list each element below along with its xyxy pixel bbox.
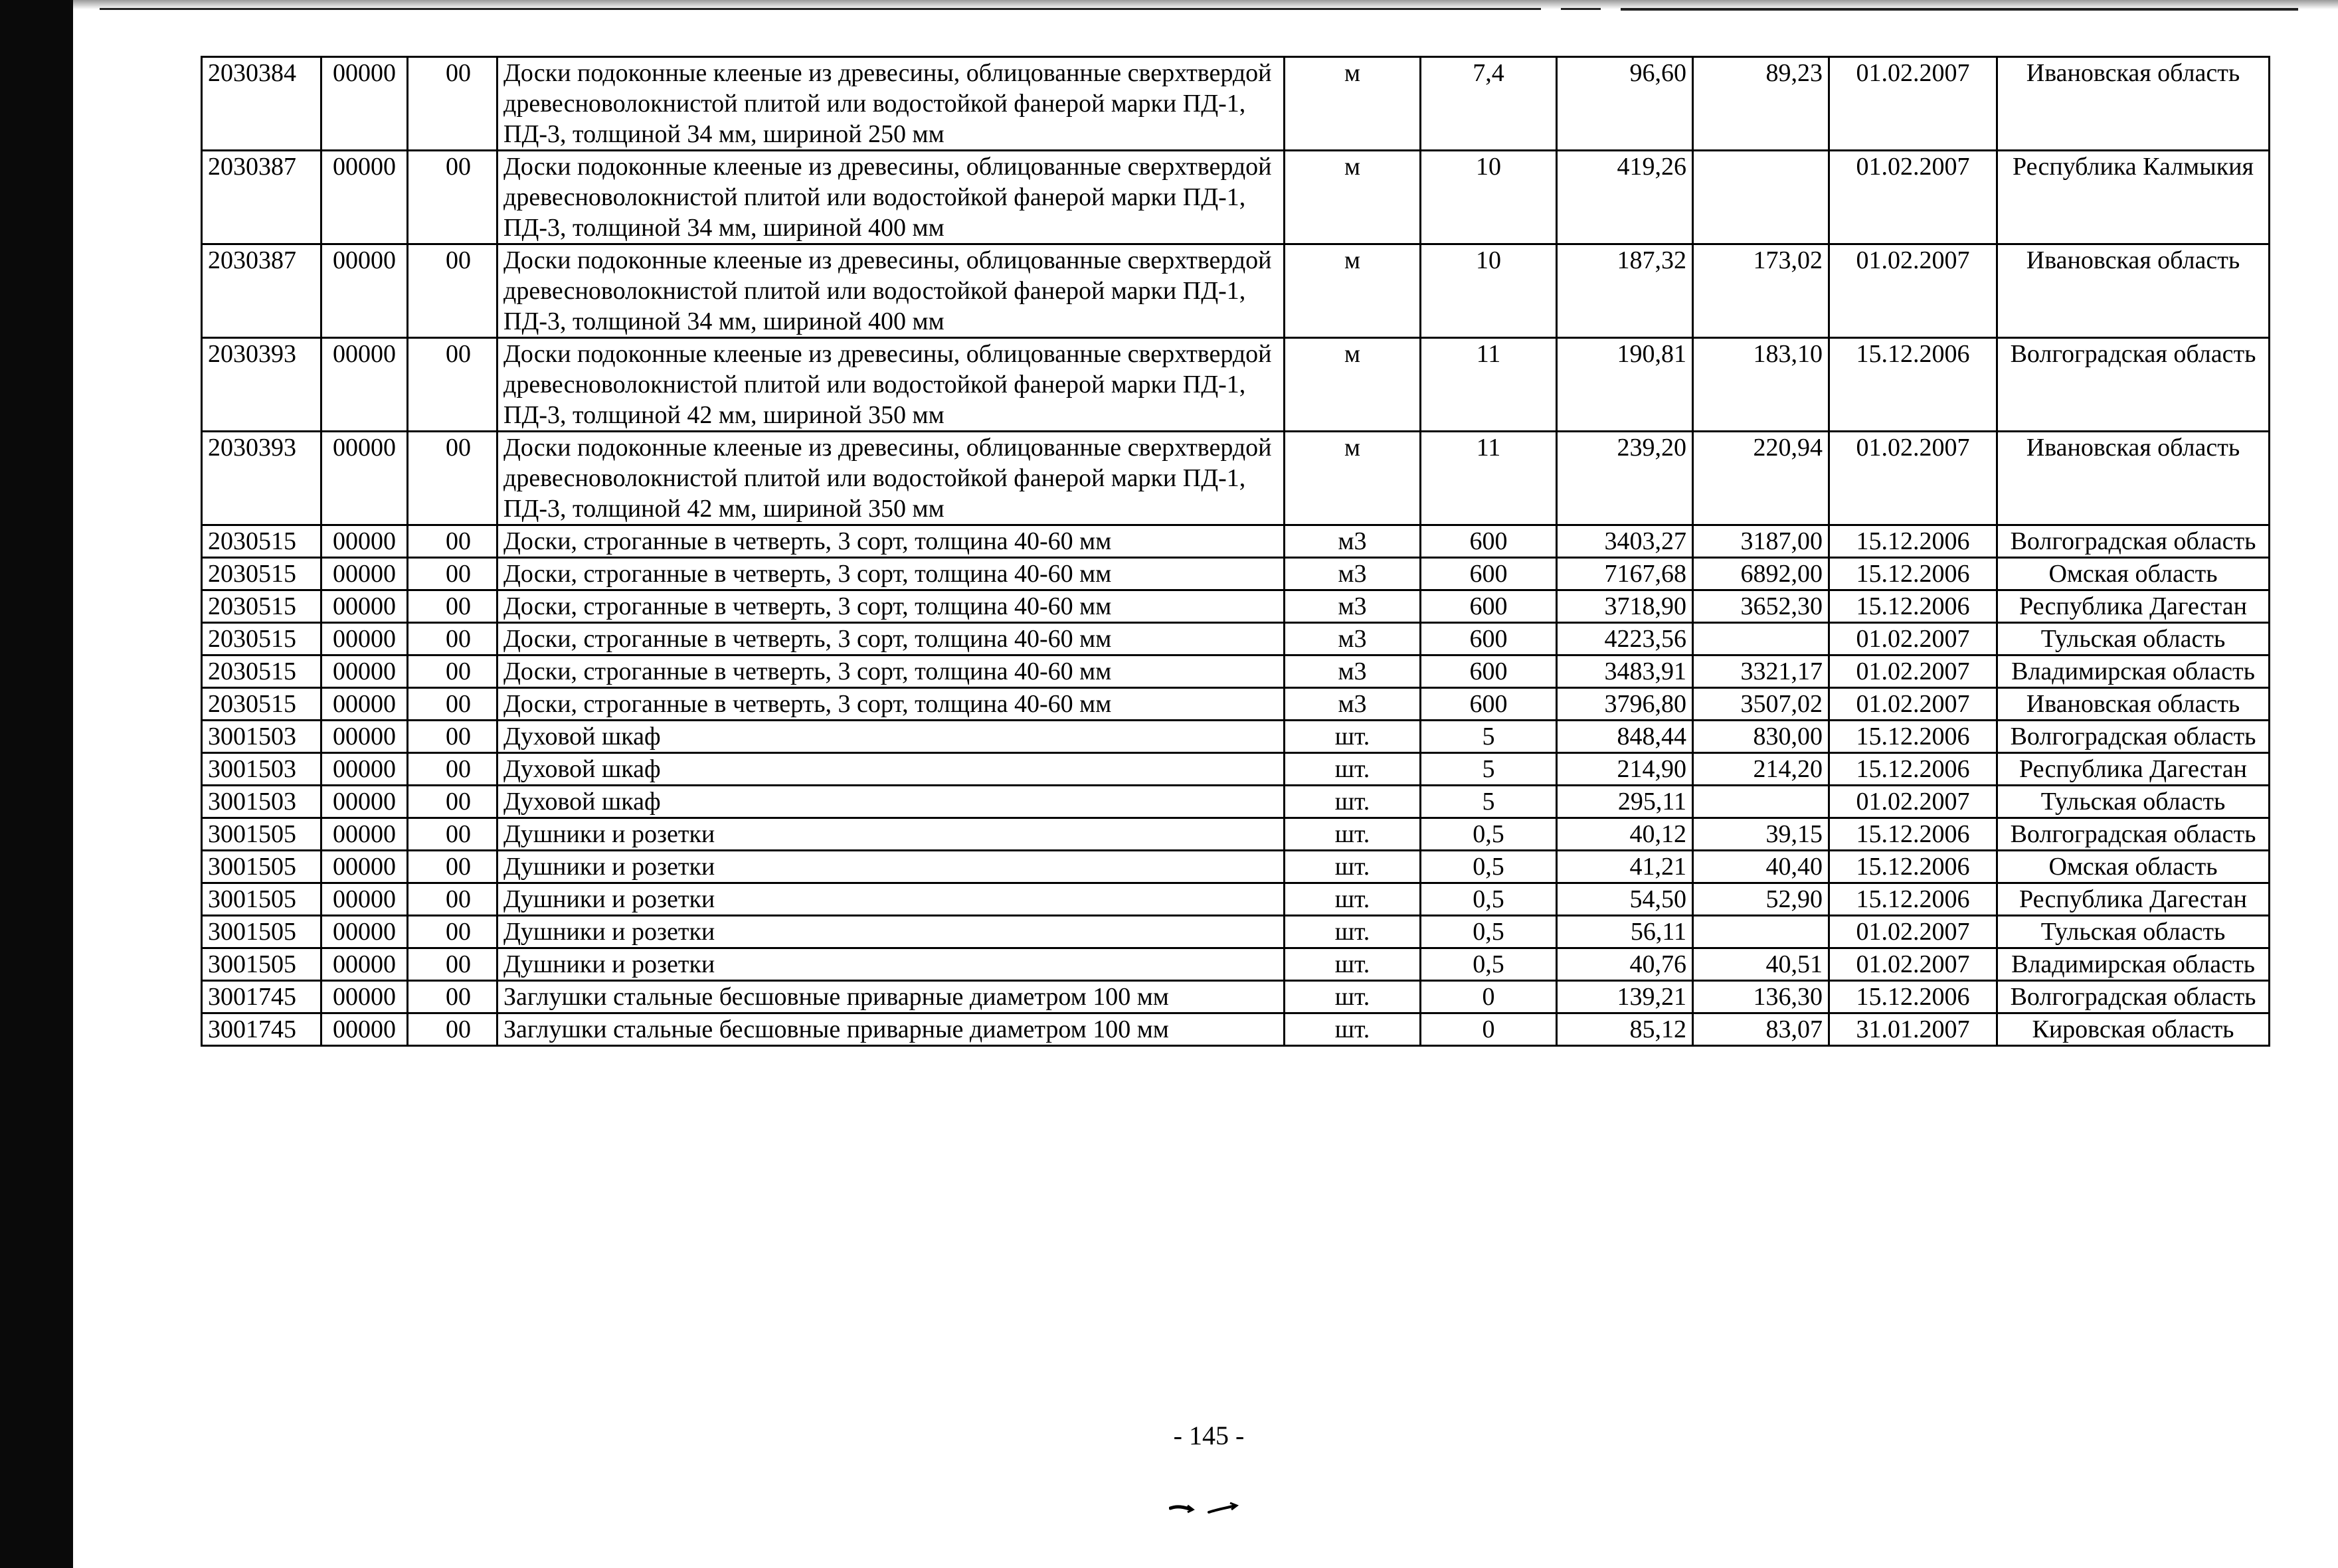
price-cell: 3652,30 bbox=[1693, 590, 1829, 623]
resource-code-cell: 2030387 bbox=[202, 244, 321, 338]
price-cell: 52,90 bbox=[1693, 883, 1829, 916]
date-cell: 15.12.2006 bbox=[1829, 590, 1997, 623]
resource-name-cell: Доски, строганные в четверть, 3 сорт, толщина 40-60 мм bbox=[497, 655, 1285, 688]
price-with-vat-cell: 3483,91 bbox=[1557, 655, 1693, 688]
group-code-cell: 00 bbox=[408, 948, 497, 981]
price-with-vat-cell: 214,90 bbox=[1557, 753, 1693, 786]
resource-name-cell: Доски подоконные клееные из древесины, облицованные сверхтвердой древесноволокнистой плитой или водостойкой фанерой марки ПД-1, ПД-3, толщиной 34 мм, шириной 250 мм bbox=[497, 57, 1285, 151]
group-code-cell: 00 bbox=[408, 655, 497, 688]
resource-name-cell: Доски подоконные клееные из древесины, облицованные сверхтвердой древесноволокнистой плитой или водостойкой фанерой марки ПД-1, ПД-3, толщиной 42 мм, шириной 350 мм bbox=[497, 432, 1285, 525]
price-cell bbox=[1693, 623, 1829, 655]
table-row bbox=[202, 558, 2270, 590]
resource-name-cell: Доски, строганные в четверть, 3 сорт, толщина 40-60 мм bbox=[497, 590, 1285, 623]
norm-cell: 600 bbox=[1421, 558, 1557, 590]
resource-code-cell: 2030384 bbox=[202, 57, 321, 151]
resource-name-cell: Душники и розетки bbox=[497, 883, 1285, 916]
unit-cell: м bbox=[1285, 244, 1421, 338]
price-cell: 39,15 bbox=[1693, 818, 1829, 851]
norm-cell: 11 bbox=[1421, 338, 1557, 432]
resource-name-cell: Душники и розетки bbox=[497, 916, 1285, 948]
table-row bbox=[202, 432, 2270, 525]
resource-code-cell: 3001503 bbox=[202, 721, 321, 753]
sub-code-cell: 00000 bbox=[321, 558, 408, 590]
region-cell: Тульская область bbox=[1997, 916, 2270, 948]
group-code-cell: 00 bbox=[408, 688, 497, 721]
region-cell: Ивановская область bbox=[1997, 244, 2270, 338]
sub-code-cell: 00000 bbox=[321, 244, 408, 338]
price-cell: 3507,02 bbox=[1693, 688, 1829, 721]
group-code-cell: 00 bbox=[408, 981, 497, 1013]
unit-cell: м bbox=[1285, 151, 1421, 244]
date-cell: 01.02.2007 bbox=[1829, 916, 1997, 948]
resource-name-cell: Духовой шкаф bbox=[497, 721, 1285, 753]
group-code-cell: 00 bbox=[408, 244, 497, 338]
resource-name-cell: Душники и розетки bbox=[497, 948, 1285, 981]
price-with-vat-cell: 54,50 bbox=[1557, 883, 1693, 916]
price-with-vat-cell: 3796,80 bbox=[1557, 688, 1693, 721]
region-cell: Омская область bbox=[1997, 558, 2270, 590]
resource-code-cell: 3001745 bbox=[202, 1013, 321, 1046]
date-cell: 15.12.2006 bbox=[1829, 818, 1997, 851]
table-row bbox=[202, 655, 2270, 688]
price-with-vat-cell: 239,20 bbox=[1557, 432, 1693, 525]
price-cell: 136,30 bbox=[1693, 981, 1829, 1013]
date-cell: 01.02.2007 bbox=[1829, 948, 1997, 981]
date-cell: 15.12.2006 bbox=[1829, 851, 1997, 883]
resource-name-cell: Доски, строганные в четверть, 3 сорт, толщина 40-60 мм bbox=[497, 623, 1285, 655]
group-code-cell: 00 bbox=[408, 786, 497, 818]
resource-code-cell: 2030515 bbox=[202, 525, 321, 558]
table-row bbox=[202, 818, 2270, 851]
price-with-vat-cell: 190,81 bbox=[1557, 338, 1693, 432]
price-with-vat-cell: 3403,27 bbox=[1557, 525, 1693, 558]
price-cell bbox=[1693, 916, 1829, 948]
group-code-cell: 00 bbox=[408, 916, 497, 948]
table-row bbox=[202, 525, 2270, 558]
price-cell: 214,20 bbox=[1693, 753, 1829, 786]
norm-cell: 600 bbox=[1421, 590, 1557, 623]
resource-name-cell: Доски подоконные клееные из древесины, облицованные сверхтвердой древесноволокнистой плитой или водостойкой фанерой марки ПД-1, ПД-3, толщиной 34 мм, шириной 400 мм bbox=[497, 151, 1285, 244]
norm-cell: 5 bbox=[1421, 786, 1557, 818]
region-cell: Ивановская область bbox=[1997, 57, 2270, 151]
top-rule bbox=[1561, 8, 1601, 10]
table-row bbox=[202, 786, 2270, 818]
sub-code-cell: 00000 bbox=[321, 655, 408, 688]
price-with-vat-cell: 419,26 bbox=[1557, 151, 1693, 244]
unit-cell: шт. bbox=[1285, 753, 1421, 786]
price-cell: 89,23 bbox=[1693, 57, 1829, 151]
resource-code-cell: 2030515 bbox=[202, 623, 321, 655]
table-row bbox=[202, 244, 2270, 338]
resource-name-cell: Душники и розетки bbox=[497, 818, 1285, 851]
table-row bbox=[202, 883, 2270, 916]
price-with-vat-cell: 40,76 bbox=[1557, 948, 1693, 981]
unit-cell: шт. bbox=[1285, 851, 1421, 883]
pen-mark bbox=[1169, 1498, 1249, 1518]
resource-code-cell: 3001503 bbox=[202, 753, 321, 786]
group-code-cell: 00 bbox=[408, 151, 497, 244]
resource-code-cell: 3001505 bbox=[202, 851, 321, 883]
price-cell bbox=[1693, 786, 1829, 818]
resource-code-cell: 3001503 bbox=[202, 786, 321, 818]
price-cell: 183,10 bbox=[1693, 338, 1829, 432]
norm-cell: 0,5 bbox=[1421, 818, 1557, 851]
sub-code-cell: 00000 bbox=[321, 590, 408, 623]
region-cell: Владимирская область bbox=[1997, 655, 2270, 688]
date-cell: 15.12.2006 bbox=[1829, 525, 1997, 558]
unit-cell: шт. bbox=[1285, 786, 1421, 818]
sub-code-cell: 00000 bbox=[321, 57, 408, 151]
table-row bbox=[202, 688, 2270, 721]
unit-cell: шт. bbox=[1285, 1013, 1421, 1046]
date-cell: 01.02.2007 bbox=[1829, 151, 1997, 244]
norm-cell: 7,4 bbox=[1421, 57, 1557, 151]
price-with-vat-cell: 187,32 bbox=[1557, 244, 1693, 338]
group-code-cell: 00 bbox=[408, 432, 497, 525]
resource-code-cell: 3001745 bbox=[202, 981, 321, 1013]
price-table-body bbox=[202, 57, 2270, 1046]
norm-cell: 0,5 bbox=[1421, 916, 1557, 948]
date-cell: 15.12.2006 bbox=[1829, 338, 1997, 432]
table-row bbox=[202, 981, 2270, 1013]
resource-name-cell: Заглушки стальные бесшовные приварные диаметром 100 мм bbox=[497, 981, 1285, 1013]
price-with-vat-cell: 848,44 bbox=[1557, 721, 1693, 753]
resource-name-cell: Доски, строганные в четверть, 3 сорт, толщина 40-60 мм bbox=[497, 688, 1285, 721]
unit-cell: шт. bbox=[1285, 948, 1421, 981]
unit-cell: м bbox=[1285, 338, 1421, 432]
date-cell: 15.12.2006 bbox=[1829, 883, 1997, 916]
group-code-cell: 00 bbox=[408, 753, 497, 786]
group-code-cell: 00 bbox=[408, 851, 497, 883]
unit-cell: м3 bbox=[1285, 655, 1421, 688]
price-cell bbox=[1693, 151, 1829, 244]
sub-code-cell: 00000 bbox=[321, 916, 408, 948]
table-row bbox=[202, 851, 2270, 883]
norm-cell: 600 bbox=[1421, 623, 1557, 655]
price-cell: 173,02 bbox=[1693, 244, 1829, 338]
price-with-vat-cell: 7167,68 bbox=[1557, 558, 1693, 590]
date-cell: 01.02.2007 bbox=[1829, 57, 1997, 151]
sub-code-cell: 00000 bbox=[321, 525, 408, 558]
group-code-cell: 00 bbox=[408, 338, 497, 432]
date-cell: 15.12.2006 bbox=[1829, 981, 1997, 1013]
unit-cell: шт. bbox=[1285, 981, 1421, 1013]
region-cell: Волгоградская область bbox=[1997, 525, 2270, 558]
price-cell: 220,94 bbox=[1693, 432, 1829, 525]
group-code-cell: 00 bbox=[408, 818, 497, 851]
region-cell: Омская область bbox=[1997, 851, 2270, 883]
region-cell: Волгоградская область bbox=[1997, 721, 2270, 753]
sub-code-cell: 00000 bbox=[321, 151, 408, 244]
unit-cell: м3 bbox=[1285, 558, 1421, 590]
group-code-cell: 00 bbox=[408, 721, 497, 753]
region-cell: Волгоградская область bbox=[1997, 818, 2270, 851]
unit-cell: м bbox=[1285, 57, 1421, 151]
price-with-vat-cell: 85,12 bbox=[1557, 1013, 1693, 1046]
price-cell: 83,07 bbox=[1693, 1013, 1829, 1046]
region-cell: Кировская область bbox=[1997, 1013, 2270, 1046]
norm-cell: 5 bbox=[1421, 753, 1557, 786]
group-code-cell: 00 bbox=[408, 57, 497, 151]
norm-cell: 600 bbox=[1421, 525, 1557, 558]
resource-name-cell: Душники и розетки bbox=[497, 851, 1285, 883]
resource-name-cell: Духовой шкаф bbox=[497, 753, 1285, 786]
resource-code-cell: 2030515 bbox=[202, 590, 321, 623]
sub-code-cell: 00000 bbox=[321, 948, 408, 981]
table-row bbox=[202, 948, 2270, 981]
price-table bbox=[201, 56, 2270, 1047]
date-cell: 31.01.2007 bbox=[1829, 1013, 1997, 1046]
resource-name-cell: Духовой шкаф bbox=[497, 786, 1285, 818]
norm-cell: 10 bbox=[1421, 244, 1557, 338]
resource-code-cell: 3001505 bbox=[202, 948, 321, 981]
region-cell: Тульская область bbox=[1997, 786, 2270, 818]
top-rule bbox=[100, 8, 1541, 10]
sub-code-cell: 00000 bbox=[321, 786, 408, 818]
sub-code-cell: 00000 bbox=[321, 1013, 408, 1046]
unit-cell: м3 bbox=[1285, 688, 1421, 721]
sub-code-cell: 00000 bbox=[321, 688, 408, 721]
date-cell: 01.02.2007 bbox=[1829, 623, 1997, 655]
sub-code-cell: 00000 bbox=[321, 721, 408, 753]
page-number: - 145 - bbox=[1173, 1421, 1245, 1450]
region-cell: Волгоградская область bbox=[1997, 338, 2270, 432]
group-code-cell: 00 bbox=[408, 623, 497, 655]
date-cell: 15.12.2006 bbox=[1829, 753, 1997, 786]
sub-code-cell: 00000 bbox=[321, 981, 408, 1013]
date-cell: 01.02.2007 bbox=[1829, 688, 1997, 721]
resource-code-cell: 2030387 bbox=[202, 151, 321, 244]
unit-cell: м bbox=[1285, 432, 1421, 525]
norm-cell: 11 bbox=[1421, 432, 1557, 525]
table-row bbox=[202, 590, 2270, 623]
date-cell: 01.02.2007 bbox=[1829, 786, 1997, 818]
unit-cell: шт. bbox=[1285, 818, 1421, 851]
resource-code-cell: 2030515 bbox=[202, 655, 321, 688]
sub-code-cell: 00000 bbox=[321, 623, 408, 655]
region-cell: Владимирская область bbox=[1997, 948, 2270, 981]
table-row bbox=[202, 916, 2270, 948]
price-cell: 3321,17 bbox=[1693, 655, 1829, 688]
unit-cell: шт. bbox=[1285, 916, 1421, 948]
resource-name-cell: Доски подоконные клееные из древесины, облицованные сверхтвердой древесноволокнистой плитой или водостойкой фанерой марки ПД-1, ПД-3, толщиной 42 мм, шириной 350 мм bbox=[497, 338, 1285, 432]
group-code-cell: 00 bbox=[408, 590, 497, 623]
resource-name-cell: Заглушки стальные бесшовные приварные диаметром 100 мм bbox=[497, 1013, 1285, 1046]
price-cell: 6892,00 bbox=[1693, 558, 1829, 590]
norm-cell: 0 bbox=[1421, 1013, 1557, 1046]
unit-cell: м3 bbox=[1285, 623, 1421, 655]
price-with-vat-cell: 4223,56 bbox=[1557, 623, 1693, 655]
table-row bbox=[202, 721, 2270, 753]
table-row bbox=[202, 338, 2270, 432]
sub-code-cell: 00000 bbox=[321, 883, 408, 916]
resource-code-cell: 2030515 bbox=[202, 688, 321, 721]
date-cell: 01.02.2007 bbox=[1829, 655, 1997, 688]
table-row bbox=[202, 753, 2270, 786]
group-code-cell: 00 bbox=[408, 1013, 497, 1046]
norm-cell: 600 bbox=[1421, 688, 1557, 721]
resource-name-cell: Доски, строганные в четверть, 3 сорт, толщина 40-60 мм bbox=[497, 558, 1285, 590]
price-with-vat-cell: 139,21 bbox=[1557, 981, 1693, 1013]
region-cell: Волгоградская область bbox=[1997, 981, 2270, 1013]
top-rule bbox=[1621, 8, 2298, 11]
date-cell: 15.12.2006 bbox=[1829, 721, 1997, 753]
date-cell: 01.02.2007 bbox=[1829, 244, 1997, 338]
resource-name-cell: Доски, строганные в четверть, 3 сорт, толщина 40-60 мм bbox=[497, 525, 1285, 558]
date-cell: 01.02.2007 bbox=[1829, 432, 1997, 525]
price-table-container bbox=[201, 56, 2270, 1047]
price-with-vat-cell: 3718,90 bbox=[1557, 590, 1693, 623]
norm-cell: 10 bbox=[1421, 151, 1557, 244]
table-row bbox=[202, 1013, 2270, 1046]
unit-cell: м3 bbox=[1285, 590, 1421, 623]
date-cell: 15.12.2006 bbox=[1829, 558, 1997, 590]
price-with-vat-cell: 40,12 bbox=[1557, 818, 1693, 851]
region-cell: Республика Дагестан bbox=[1997, 590, 2270, 623]
region-cell: Республика Калмыкия bbox=[1997, 151, 2270, 244]
norm-cell: 0,5 bbox=[1421, 883, 1557, 916]
group-code-cell: 00 bbox=[408, 525, 497, 558]
scan-dark-edge bbox=[0, 0, 73, 1568]
price-with-vat-cell: 295,11 bbox=[1557, 786, 1693, 818]
sub-code-cell: 00000 bbox=[321, 818, 408, 851]
norm-cell: 0,5 bbox=[1421, 948, 1557, 981]
resource-code-cell: 2030393 bbox=[202, 432, 321, 525]
table-row bbox=[202, 151, 2270, 244]
sub-code-cell: 00000 bbox=[321, 338, 408, 432]
resource-code-cell: 2030515 bbox=[202, 558, 321, 590]
sub-code-cell: 00000 bbox=[321, 432, 408, 525]
region-cell: Ивановская область bbox=[1997, 432, 2270, 525]
group-code-cell: 00 bbox=[408, 558, 497, 590]
resource-code-cell: 2030393 bbox=[202, 338, 321, 432]
price-cell: 3187,00 bbox=[1693, 525, 1829, 558]
norm-cell: 600 bbox=[1421, 655, 1557, 688]
group-code-cell: 00 bbox=[408, 883, 497, 916]
region-cell: Республика Дагестан bbox=[1997, 883, 2270, 916]
unit-cell: м3 bbox=[1285, 525, 1421, 558]
sub-code-cell: 00000 bbox=[321, 851, 408, 883]
resource-code-cell: 3001505 bbox=[202, 818, 321, 851]
resource-code-cell: 3001505 bbox=[202, 883, 321, 916]
price-cell: 40,51 bbox=[1693, 948, 1829, 981]
price-with-vat-cell: 96,60 bbox=[1557, 57, 1693, 151]
region-cell: Ивановская область bbox=[1997, 688, 2270, 721]
resource-name-cell: Доски подоконные клееные из древесины, облицованные сверхтвердой древесноволокнистой плитой или водостойкой фанерой марки ПД-1, ПД-3, толщиной 34 мм, шириной 400 мм bbox=[497, 244, 1285, 338]
region-cell: Республика Дагестан bbox=[1997, 753, 2270, 786]
sub-code-cell: 00000 bbox=[321, 753, 408, 786]
price-with-vat-cell: 41,21 bbox=[1557, 851, 1693, 883]
price-cell: 830,00 bbox=[1693, 721, 1829, 753]
unit-cell: шт. bbox=[1285, 883, 1421, 916]
table-row bbox=[202, 57, 2270, 151]
region-cell: Тульская область bbox=[1997, 623, 2270, 655]
unit-cell: шт. bbox=[1285, 721, 1421, 753]
resource-code-cell: 3001505 bbox=[202, 916, 321, 948]
table-row bbox=[202, 623, 2270, 655]
norm-cell: 0 bbox=[1421, 981, 1557, 1013]
norm-cell: 0,5 bbox=[1421, 851, 1557, 883]
norm-cell: 5 bbox=[1421, 721, 1557, 753]
price-cell: 40,40 bbox=[1693, 851, 1829, 883]
price-with-vat-cell: 56,11 bbox=[1557, 916, 1693, 948]
